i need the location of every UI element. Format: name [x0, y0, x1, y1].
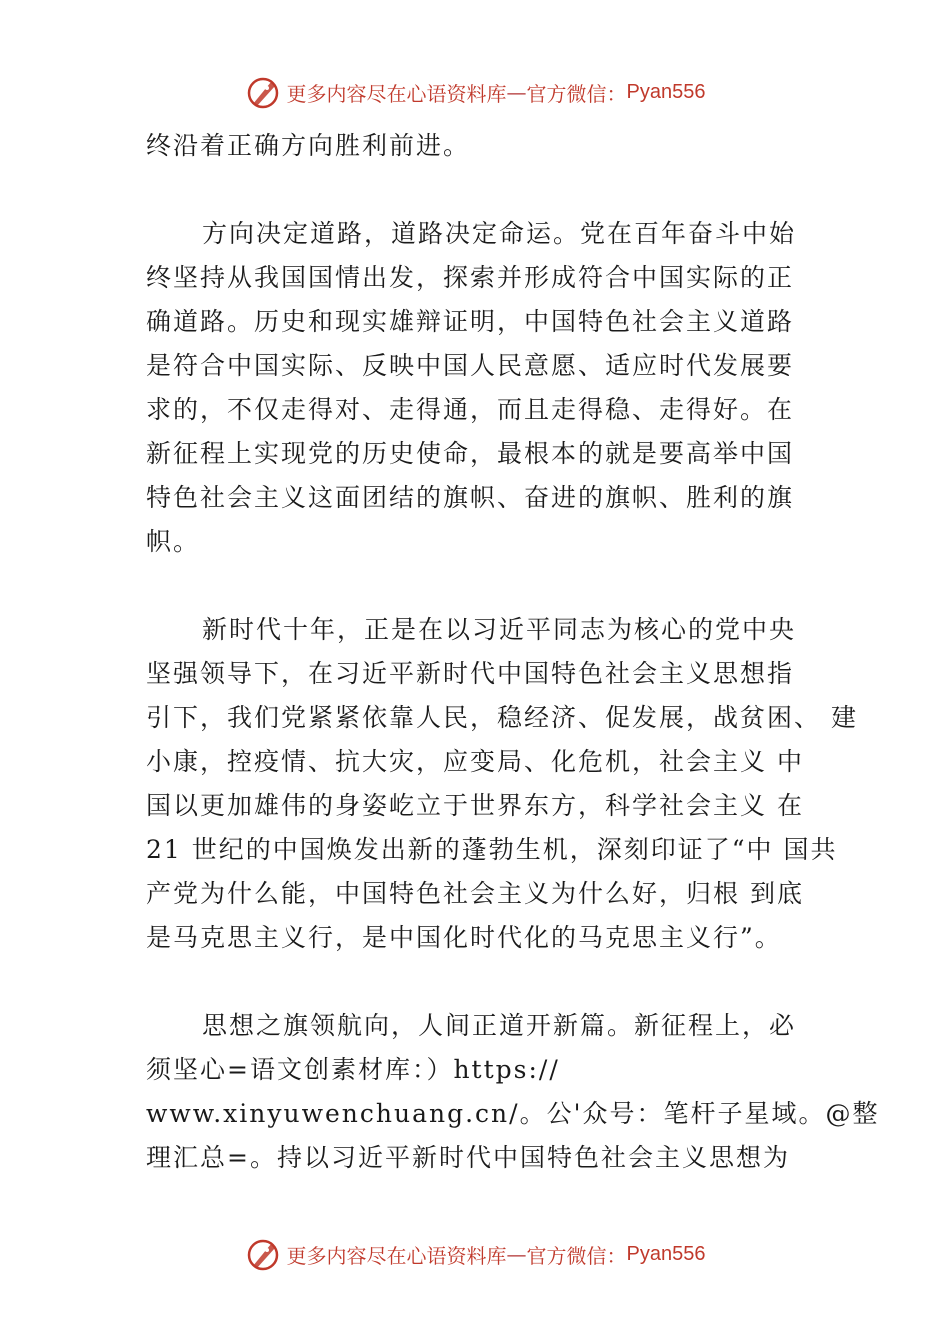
watermark-wechat-id: Pyan556	[626, 1242, 706, 1265]
watermark-wechat-id: Pyan556	[626, 80, 706, 103]
paragraph-line: 是马克思主义行，是中国化时代化的马克思主义行”。	[146, 923, 782, 952]
paragraph-line: 新时代十年，正是在以习近平同志为核心的党中央	[202, 615, 797, 644]
watermark-separator: —	[506, 1242, 527, 1266]
paragraph-line: 理汇总=。持以习近平新时代中国特色社会主义思想为	[146, 1143, 790, 1172]
paragraph-line: 坚强领导下，在习近平新时代中国特色社会主义思想指	[146, 659, 795, 688]
paragraph-line: 21 世纪的中国焕发出新的蓬勃生机，深刻印证了“中 国共	[146, 835, 838, 864]
paragraph-line: 终沿着正确方向胜利前进。	[146, 131, 471, 160]
paragraph-line: 求的，不仅走得对、走得通，而且走得稳、走得好。在	[146, 395, 795, 424]
document-body	[146, 124, 880, 1180]
paragraph-line: 新征程上实现党的历史使命，最根本的就是要高举中国	[146, 439, 795, 468]
pen-nib-circle-icon	[245, 74, 281, 110]
watermark-wechat-label: 官方微信：	[526, 1243, 627, 1268]
paragraph-line: 产党为什么能，中国特色社会主义为什么好，归根 到底	[146, 879, 804, 908]
watermark-text: 更多内容尽在心语资料库	[286, 81, 507, 106]
paragraph-line: 思想之旗领航向，人间正道开新篇。新征程上，必	[202, 1011, 797, 1040]
watermark-wechat-label: 官方微信：	[526, 81, 627, 106]
watermark-separator: —	[506, 80, 527, 104]
paragraph-line: 小康，控疫情、抗大灾，应变局、化危机，社会主义 中	[146, 747, 804, 776]
paragraph-line: 帜。	[146, 527, 201, 556]
paragraph-line: 终坚持从我国国情出发，探索并形成符合中国实际的正	[146, 263, 795, 292]
paragraph-line: 是符合中国实际、反映中国人民意愿、适应时代发展要	[146, 351, 795, 380]
footer-watermark	[0, 1232, 950, 1276]
header-watermark	[0, 70, 950, 114]
paragraph-line: 特色社会主义这面团结的旗帜、奋进的旗帜、胜利的旗	[146, 483, 795, 512]
paragraph-line: www.xinyuwenchuang.cn/。公'众号：笔杆子星域。@整	[146, 1099, 880, 1128]
pen-nib-circle-icon	[245, 1236, 281, 1272]
watermark-text: 更多内容尽在心语资料库	[286, 1243, 507, 1268]
paragraph-line: 国以更加雄伟的身姿屹立于世界东方，科学社会主义 在	[146, 791, 804, 820]
paragraph-line: 确道路。历史和现实雄辩证明，中国特色社会主义道路	[146, 307, 795, 336]
paragraph-line: 方向决定道路，道路决定命运。党在百年奋斗中始	[202, 219, 797, 248]
paragraph-line: 引下，我们党紧紧依靠人民，稳经济、促发展，战贫困、 建	[146, 703, 858, 732]
paragraph-line: 须坚心=语文创素材库：）https://	[146, 1055, 560, 1084]
